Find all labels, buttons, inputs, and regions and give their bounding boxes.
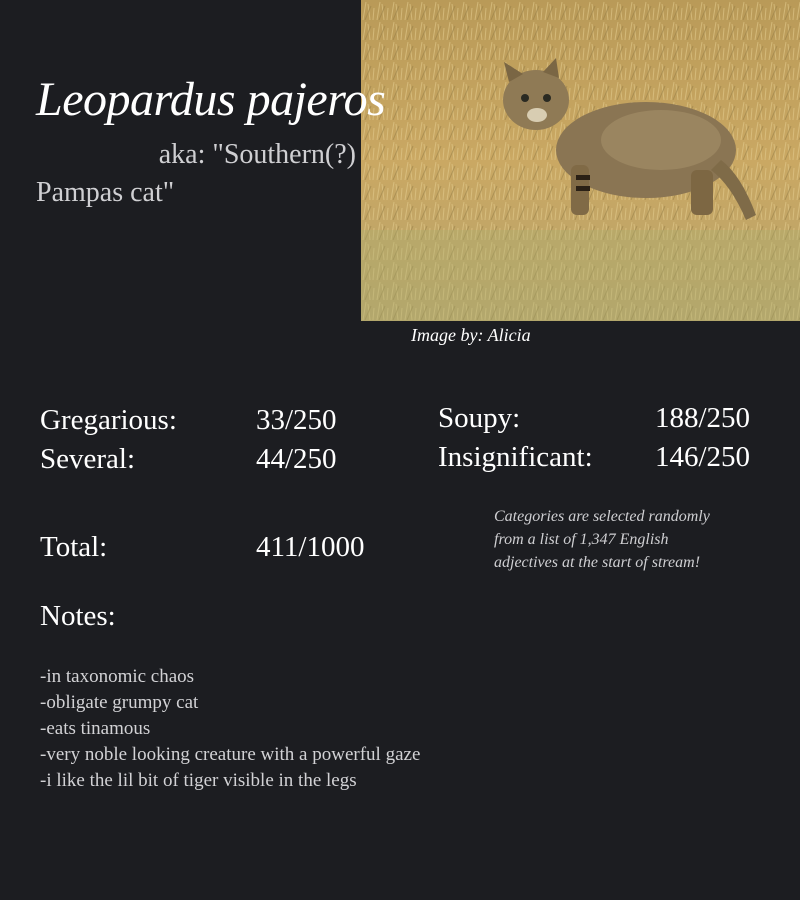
notes-heading: Notes:: [40, 600, 116, 632]
cat-photo: [361, 0, 800, 321]
notes-list: [40, 664, 420, 794]
total-value: 411/1000: [256, 531, 365, 563]
stat-label-several: Several:: [40, 443, 136, 475]
common-name: [36, 136, 356, 212]
category-disclaimer: Categories are selected randomly from a list of 1,347 English adjectives at the start of stream!: [494, 508, 710, 571]
note-item: -eats tinamous: [40, 718, 151, 739]
stat-value-several: 44/250: [256, 443, 337, 475]
stat-value-gregarious: 33/250: [256, 404, 337, 436]
note-item: -in taxonomic chaos: [40, 666, 195, 687]
stat-label-soupy: Soupy:: [438, 402, 521, 434]
note-item: -obligate grumpy cat: [40, 692, 199, 713]
pampas-cat-image: [361, 0, 800, 321]
aka-line-1: aka: "Southern(?): [158, 139, 356, 170]
species-title: Leopardus pajeros: [36, 73, 386, 126]
stat-label-gregarious: Gregarious:: [40, 404, 177, 436]
stat-value-insignificant: 146/250: [655, 441, 751, 473]
note-item: -very noble looking creature with a powerful gaze: [40, 744, 421, 765]
aka-line-2: Pampas cat": [36, 177, 175, 208]
note-item: -i like the lil bit of tiger visible in the legs: [40, 770, 357, 791]
image-credit: Image by: Alicia: [411, 325, 531, 345]
stat-value-soupy: 188/250: [655, 402, 751, 434]
stat-label-insignificant: Insignificant:: [438, 441, 593, 473]
total-label: Total:: [40, 531, 108, 563]
